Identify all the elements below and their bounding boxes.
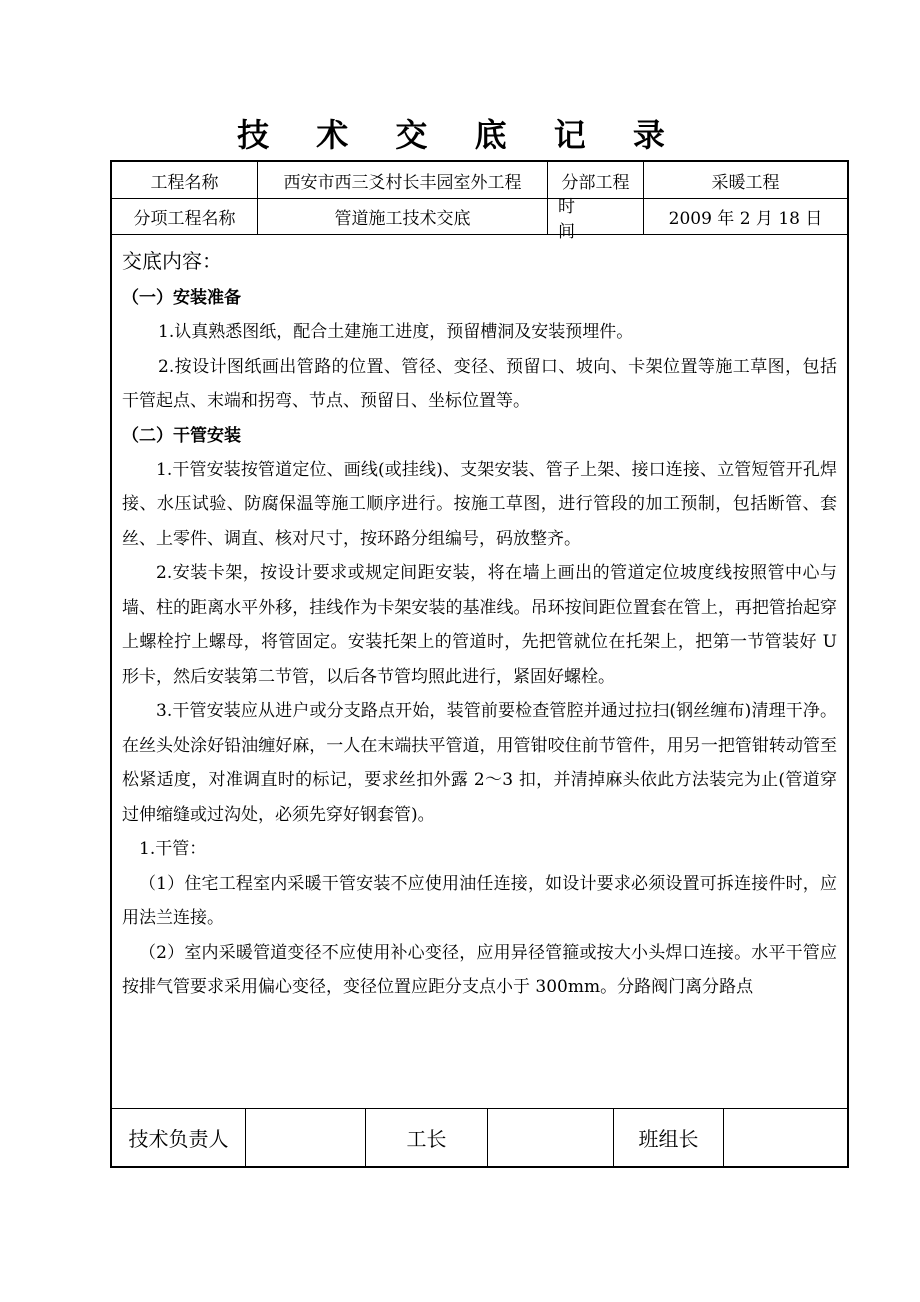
section-heading: （一）安装准备 <box>122 288 241 308</box>
signature-row <box>112 1109 847 1166</box>
paragraph: 2.按设计图纸画出管路的位置、管径、变径、预留口、坡向、卡架位置等施工草图，包括干管起点、末端和拐弯、节点、预留日、坐标位置等。 <box>122 356 837 411</box>
section-heading: （二）干管安装 <box>122 425 241 446</box>
foreman-value <box>488 1109 614 1166</box>
paragraph: 3.干管安装应从进户或分支路点开始，装管前要检查管腔并通过拉扫(钢丝缠布)清理干净。在丝头处涂好铅油缠好麻，一人在末端扶平管道，用管钳咬住前节管件，用另一把管钳转动管至松紧适度，对准调直时的标记，要求丝扣外露 2～3 扣，并清掉麻头依此方法装完为止(管道穿过伸缩缝或过沟处，必须先穿好钢套管)。 <box>122 701 837 825</box>
paragraph: （1）住宅工程室内采暖干管安装不应使用油任连接，如设计要求必须设置可拆连接件时，应用法兰连接。 <box>122 873 837 928</box>
content-area <box>112 235 847 1109</box>
time-value: 2009 年 2 月 18 日 <box>668 209 823 229</box>
paragraph: （2）室内采暖管道变径不应使用补心变径，应用异径管箍或按大小头焊口连接。水平干管应按排气管要求采用偏心变径，变径位置应距分支点小于 300mm。分路阀门离分路点 <box>122 942 837 997</box>
tech-lead-value <box>246 1109 366 1166</box>
document-title: 技 术 交 底 记 录 <box>237 116 683 154</box>
foreman-label: 工长 <box>366 1109 488 1166</box>
project-name-label: 工程名称 <box>112 162 258 198</box>
tech-lead-label: 技术负责人 <box>112 1109 246 1166</box>
item-value: 管道施工技术交底 <box>258 199 548 234</box>
team-lead-label: 班组长 <box>614 1109 724 1166</box>
time-label: 时间 <box>548 199 644 234</box>
paragraph: 1.认真熟悉图纸，配合土建施工进度，预留槽洞及安装预埋件。 <box>158 322 634 342</box>
header-row-2 <box>112 196 847 242</box>
paragraph: 2.安装卡架，按设计要求或规定间距安装，将在墙上画出的管道定位坡度线按照管中心与墙、柱的距离水平外移，挂线作为卡架安装的基准线。吊环按间距位置套在管上，再把管抬起穿上螺栓拧上螺母，将管固定。安装托架上的管道时，先把管就位在托架上，把第一节管装好 U 形卡，然后安装第二节管，以后各节管均照此进行，紧固好螺栓。 <box>122 563 837 687</box>
project-name-value: 西安市西三爻村长丰园室外工程 <box>258 162 548 198</box>
paragraph: 1.干管安装按管道定位、画线(或挂线)、支架安装、管子上架、接口连接、立管短管开孔焊接、水压试验、防腐保温等施工顺序进行。按施工草图，进行管段的加工预制，包括断管、套丝、上零件、调直、核对尺寸，按环路分组编号，码放整齐。 <box>122 459 837 549</box>
paragraph: 1.干管： <box>139 839 207 859</box>
record-table <box>110 160 849 1168</box>
header-row-1 <box>112 162 847 199</box>
team-lead-value <box>724 1109 847 1166</box>
division-label: 分部工程 <box>548 162 644 198</box>
item-label: 分项工程名称 <box>112 199 258 234</box>
content-title: 交底内容： <box>122 249 222 273</box>
division-value: 采暖工程 <box>711 172 780 193</box>
